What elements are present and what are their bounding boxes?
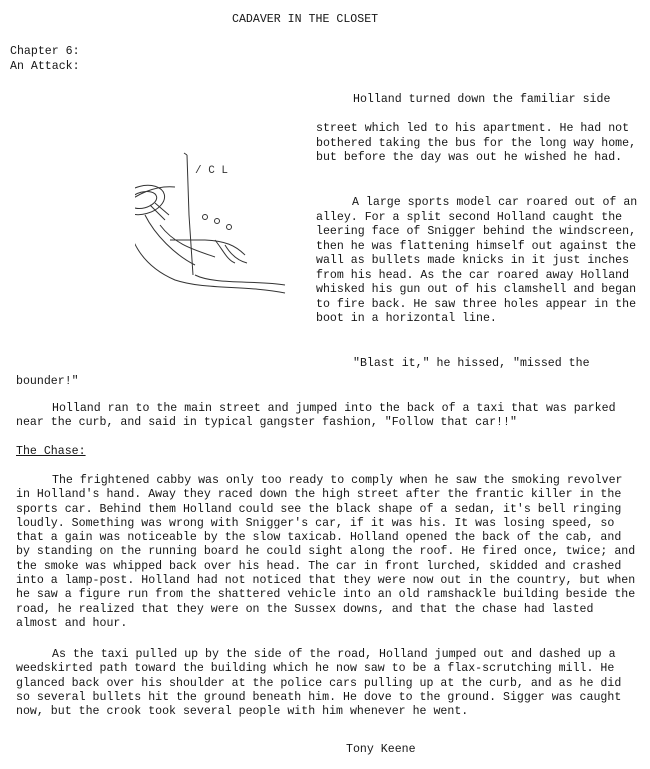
paragraph-3-continuation: bounder!" — [16, 375, 79, 388]
page-title: CADAVER IN THE CLOSET — [232, 13, 379, 26]
paragraph-6: As the taxi pulled up by the side of the road, Holland jumped out and dashed up a weedskirted path toward the building which he now saw to be a flax-scrutching mill. He glanced back over his shoulder at the police cars pulling up at the curb, and as he did so several bullets hit the ground beneath him. He dove to the ground. Sigger was caught now, but the crook took several people with him whenever he went. — [16, 648, 622, 719]
chapter-title: An Attack: — [10, 60, 80, 73]
chapter-number: Chapter 6: — [10, 45, 80, 58]
paragraph-4: Holland ran to the main street and jumped into the back of a taxi that was parked near the curb, and said in typical gangster fashion, "Follow that car!!" — [16, 402, 616, 430]
paragraph-2: A large sports model car roared out of an alley. For a split second Holland caught the leering face of Snigger behind the windscreen, then he was flattening himself out against the wall as bullets made knicks in it just inches from his head. As the car roared away Holland whisked his gun out of his clamshell and began to fire back. He saw three holes appear in the boot in a horizontal line. — [316, 196, 638, 325]
paragraph-1: street which led to his apartment. He had not bothered taking the bus for the long way home, but before the day was out he wished he had. — [316, 122, 637, 164]
sketch-label: / C L — [195, 165, 229, 177]
car-sketch-illustration — [135, 145, 295, 305]
paragraph-5: The frightened cabby was only too ready to comply when he saw the smoking revolver in Holland's hand. Away they raced down the high street after the frantic killer in the sports car. Behind them Holland could see the black shape of a sedan, it's bell ringing loudly. Something was wrong with Snigger's car, if it was his. It was losing speed, so that a gain was noticeable by the slow taxicab. Holland opened the back of the cab, and by standing on the running board he could sight along the roof. He fired once, twice; and the smoke was whipped back over his head. The car in front lurched, skidded and crashed into a lamp-post. Holland had not noticed that they were now out in the country, but when he saw a figure run from the shattered vehicle into an old ramshackle building beside the road, he realized that they were on the Sussex downs, and that the chase had lasted almost and hour. — [16, 474, 636, 630]
author-signature: Tony Keene — [346, 743, 416, 756]
section-heading-chase: The Chase: — [16, 445, 86, 458]
paragraph-3-first-line: "Blast it," he hissed, "missed the — [353, 357, 590, 370]
paragraph-1-first-line: Holland turned down the familiar side — [353, 93, 611, 106]
